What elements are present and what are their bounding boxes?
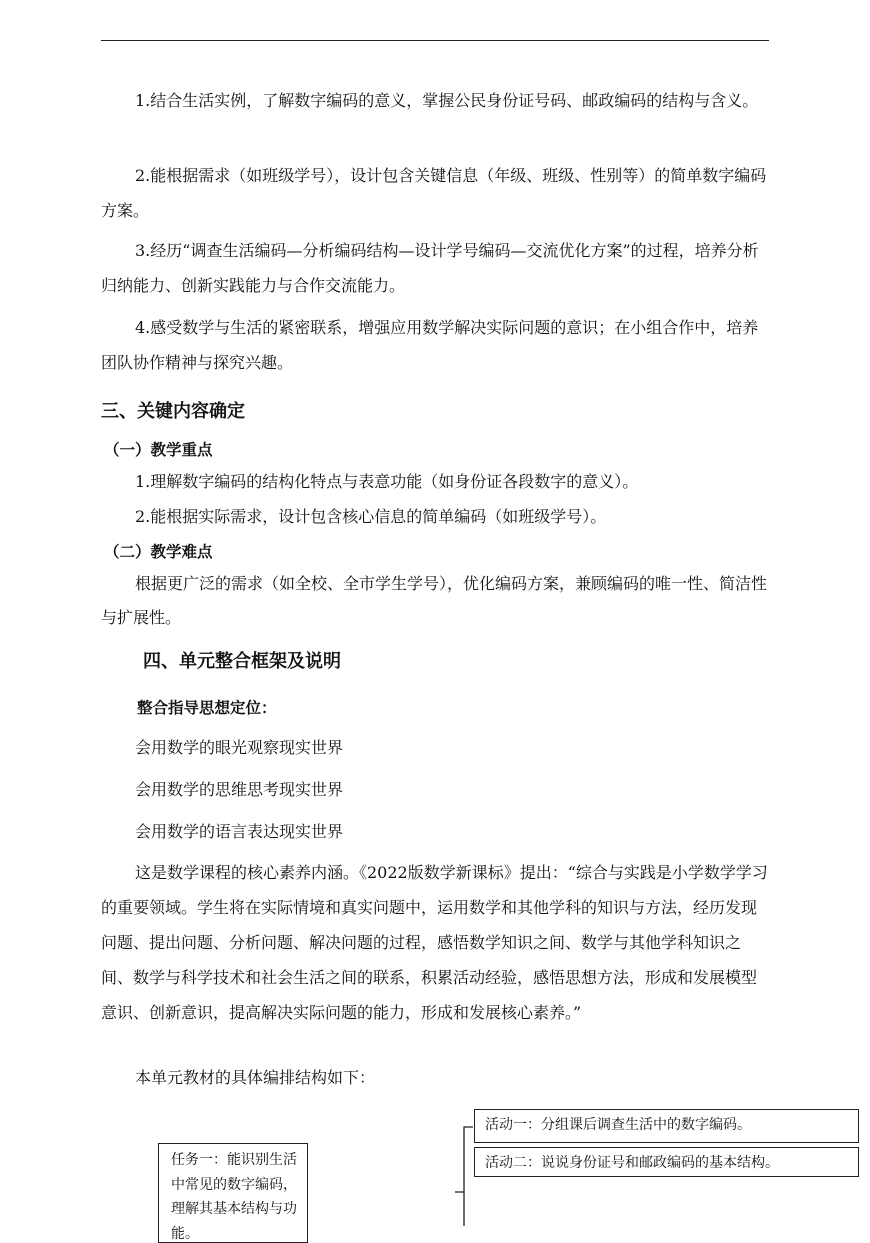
section-3-heading: 三、关键内容确定 [101, 401, 245, 422]
activity-1-box: 活动一：分组课后调查生活中的数字编码。 [474, 1109, 859, 1143]
objective-4: 4.感受数学与生活的紧密联系，增强应用数学解决实际问题的意识；在小组合作中，培养团队协作精神与探究兴趣。 [101, 318, 759, 372]
key-point-2: 2.能根据实际需求，设计包含核心信息的简单编码（如班级学号）。 [135, 507, 607, 526]
activity-2-box: 活动二：说说身份证号和邮政编码的基本结构。 [474, 1147, 859, 1177]
key-points-heading: （一）教学重点 [104, 441, 213, 459]
task-1-box: 任务一：能识别生活中常见的数字编码，理解其基本结构与功能。 [158, 1143, 308, 1243]
difficulties-heading: （二）教学难点 [104, 543, 213, 561]
curriculum-paragraph: 这是数学课程的核心素养内涵。《2022版数学新课标》提出：“综合与实践是小学数学学习的重要领域。学生将在实际情境和真实问题中，运用数学和其他学科的知识与方法，经历发现问题、提出问题、分析问题、解决问题的过程，感悟数学知识之间、数学与其他学科知识之间、数学与科学技术和社会生活之间的联系，积累活动经验，感悟思想方法，形成和发展模型意识、创新意识，提高解决实际问题的能力，形成和发展核心素养。” [101, 863, 768, 1022]
guiding-line-3: 会用数学的语言表达现实世界 [135, 822, 344, 841]
guiding-line-1: 会用数学的眼光观察现实世界 [135, 738, 344, 757]
difficulties-text: 根据更广泛的需求（如全校、全市学生学号），优化编码方案，兼顾编码的唯一性、简洁性与扩展性。 [101, 574, 768, 627]
objective-1: 1.结合生活实例，了解数字编码的意义，掌握公民身份证号码、邮政编码的结构与含义。 [135, 91, 759, 110]
key-point-1: 1.理解数字编码的结构化特点与表意功能（如身份证各段数字的意义）。 [135, 472, 639, 491]
bracket-connector [454, 1126, 474, 1236]
header-rule [101, 40, 769, 41]
objective-2: 2.能根据需求（如班级学号），设计包含关键信息（年级、班级、性别等）的简单数字编码方案。 [101, 166, 767, 220]
guiding-line-2: 会用数学的思维思考现实世界 [135, 780, 344, 799]
objective-3: 3.经历“调查生活编码—分析编码结构—设计学号编码—交流优化方案”的过程，培养分析归纳能力、创新实践能力与合作交流能力。 [101, 241, 759, 295]
section-4-heading: 四、单元整合框架及说明 [143, 651, 341, 672]
guiding-title: 整合指导思想定位： [137, 699, 277, 717]
structure-intro: 本单元教材的具体编排结构如下： [135, 1068, 376, 1087]
